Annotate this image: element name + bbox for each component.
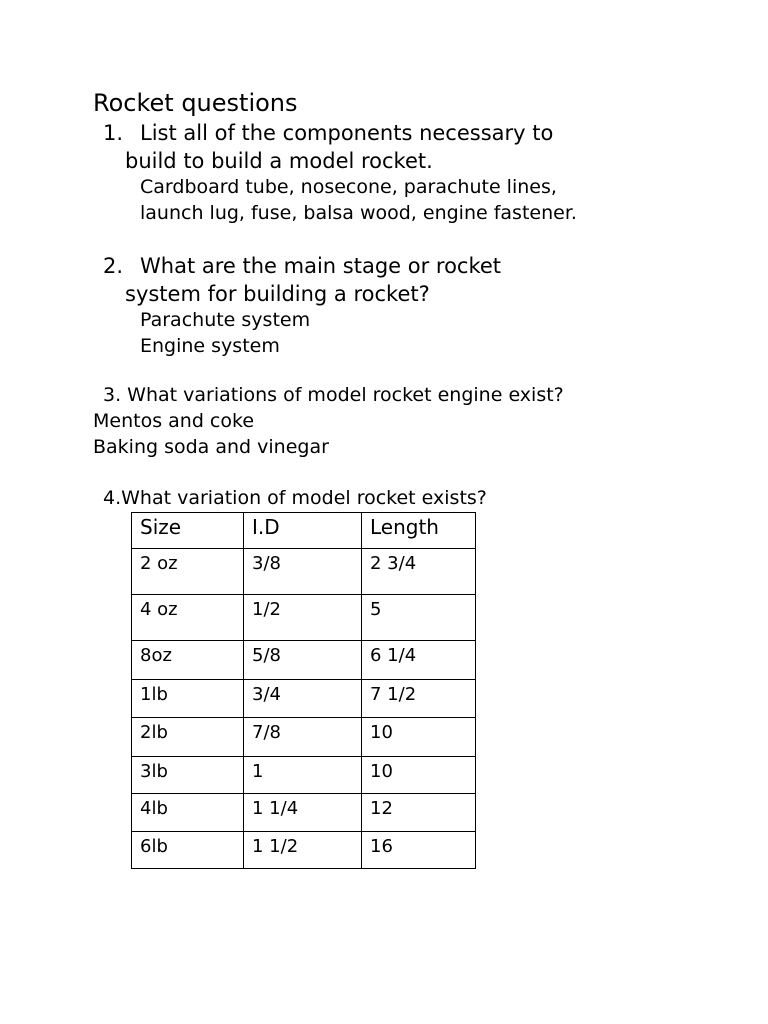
table-row [132, 549, 476, 595]
table-header-id: I.D [244, 513, 362, 549]
table-row [132, 718, 476, 757]
table-cell: 1 1/4 [244, 794, 362, 832]
question-2-line-2: system for building a rocket? [125, 282, 430, 306]
table-cell: 7 1/2 [362, 680, 476, 718]
table-cell: 1 [244, 757, 362, 794]
table-header-length: Length [362, 513, 476, 549]
table-row [132, 757, 476, 794]
table-cell: 4lb [132, 794, 244, 832]
question-3: 3. What variations of model rocket engine exist? [103, 384, 564, 406]
question-4: 4.What variation of model rocket exists? [103, 487, 487, 509]
table-row [132, 794, 476, 832]
table-cell: 3/8 [244, 549, 362, 595]
table-header-row [132, 513, 476, 549]
table-row [132, 832, 476, 869]
table-cell: 7/8 [244, 718, 362, 757]
table-cell: 6lb [132, 832, 244, 869]
answer-2-line-1: Parachute system [140, 309, 311, 331]
answer-2-line-2: Engine system [140, 335, 280, 357]
table-cell: 5/8 [244, 641, 362, 680]
answer-3-line-1: Mentos and coke [93, 410, 255, 432]
table-row [132, 595, 476, 641]
question-1-number: 1. [103, 121, 124, 145]
table-cell: 5 [362, 595, 476, 641]
answer-1-line-2: launch lug, fuse, balsa wood, engine fastener. [140, 202, 577, 224]
table-cell: 2 oz [132, 549, 244, 595]
table-row [132, 680, 476, 718]
table-cell: 3lb [132, 757, 244, 794]
table-cell: 1/2 [244, 595, 362, 641]
table-cell: 1 1/2 [244, 832, 362, 869]
table-cell: 8oz [132, 641, 244, 680]
question-1-line-1: List all of the components necessary to [140, 121, 554, 145]
rocket-size-table [131, 512, 476, 869]
table-cell: 6 1/4 [362, 641, 476, 680]
table-cell: 10 [362, 718, 476, 757]
table-cell: 2lb [132, 718, 244, 757]
answer-1-line-1: Cardboard tube, nosecone, parachute lines, [140, 176, 557, 198]
document-title: Rocket questions [93, 89, 298, 117]
question-2-line-1: What are the main stage or rocket [140, 254, 502, 278]
table-cell: 4 oz [132, 595, 244, 641]
table-cell: 3/4 [244, 680, 362, 718]
table-cell: 10 [362, 757, 476, 794]
table-cell: 16 [362, 832, 476, 869]
table-row [132, 641, 476, 680]
table-cell: 2 3/4 [362, 549, 476, 595]
question-1-line-2: build to build a model rocket. [125, 149, 433, 173]
table-cell: 12 [362, 794, 476, 832]
question-2-number: 2. [103, 254, 124, 278]
answer-3-line-2: Baking soda and vinegar [93, 436, 329, 458]
table-cell: 1lb [132, 680, 244, 718]
table-header-size: Size [132, 513, 244, 549]
